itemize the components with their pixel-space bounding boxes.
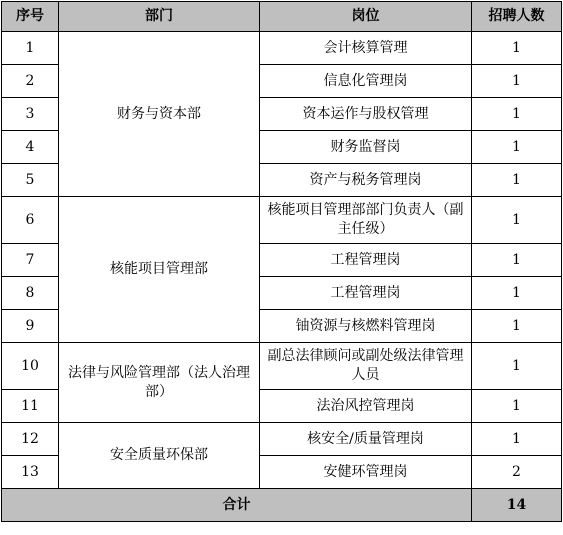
row-count: 1	[472, 310, 562, 343]
total-row	[2, 489, 562, 522]
row-seq: 1	[2, 32, 59, 65]
row-count: 1	[472, 423, 562, 456]
row-seq: 5	[2, 164, 59, 197]
row-count: 1	[472, 65, 562, 98]
row-post: 核能项目管理部部门负责人（副主任级）	[260, 197, 472, 244]
row-post: 核安全/质量管理岗	[260, 423, 472, 456]
header-row	[2, 2, 562, 32]
row-post: 资本运作与股权管理	[260, 98, 472, 131]
row-post: 法治风控管理岗	[260, 390, 472, 423]
row-count: 1	[472, 197, 562, 244]
row-seq: 2	[2, 65, 59, 98]
row-seq: 7	[2, 244, 59, 277]
row-seq: 4	[2, 131, 59, 164]
dept-cell: 安全质量环保部	[59, 423, 260, 489]
row-seq: 10	[2, 343, 59, 390]
table-row	[2, 423, 562, 456]
row-seq: 11	[2, 390, 59, 423]
row-count: 2	[472, 456, 562, 489]
dept-cell: 核能项目管理部	[59, 197, 260, 343]
row-post: 会计核算管理	[260, 32, 472, 65]
row-seq: 13	[2, 456, 59, 489]
row-seq: 12	[2, 423, 59, 456]
row-seq: 3	[2, 98, 59, 131]
row-seq: 6	[2, 197, 59, 244]
row-count: 1	[472, 390, 562, 423]
total-value: 14	[472, 489, 562, 522]
row-count: 1	[472, 244, 562, 277]
header-dept: 部门	[59, 2, 260, 32]
recruitment-table	[1, 1, 562, 522]
dept-cell: 法律与风险管理部（法人治理部）	[59, 343, 260, 423]
row-count: 1	[472, 131, 562, 164]
row-post: 铀资源与核燃料管理岗	[260, 310, 472, 343]
total-label: 合计	[2, 489, 472, 522]
row-count: 1	[472, 343, 562, 390]
row-post: 副总法律顾问或副处级法律管理人员	[260, 343, 472, 390]
header-seq: 序号	[2, 2, 59, 32]
row-post: 工程管理岗	[260, 244, 472, 277]
row-seq: 8	[2, 277, 59, 310]
table-row	[2, 32, 562, 65]
table-row	[2, 343, 562, 390]
row-count: 1	[472, 277, 562, 310]
row-count: 1	[472, 32, 562, 65]
table-row	[2, 197, 562, 244]
dept-cell: 财务与资本部	[59, 32, 260, 197]
row-post: 工程管理岗	[260, 277, 472, 310]
row-post: 资产与税务管理岗	[260, 164, 472, 197]
row-post: 财务监督岗	[260, 131, 472, 164]
row-post: 安健环管理岗	[260, 456, 472, 489]
row-count: 1	[472, 164, 562, 197]
row-count: 1	[472, 98, 562, 131]
header-post: 岗位	[260, 2, 472, 32]
header-count: 招聘人数	[472, 2, 562, 32]
row-seq: 9	[2, 310, 59, 343]
row-post: 信息化管理岗	[260, 65, 472, 98]
